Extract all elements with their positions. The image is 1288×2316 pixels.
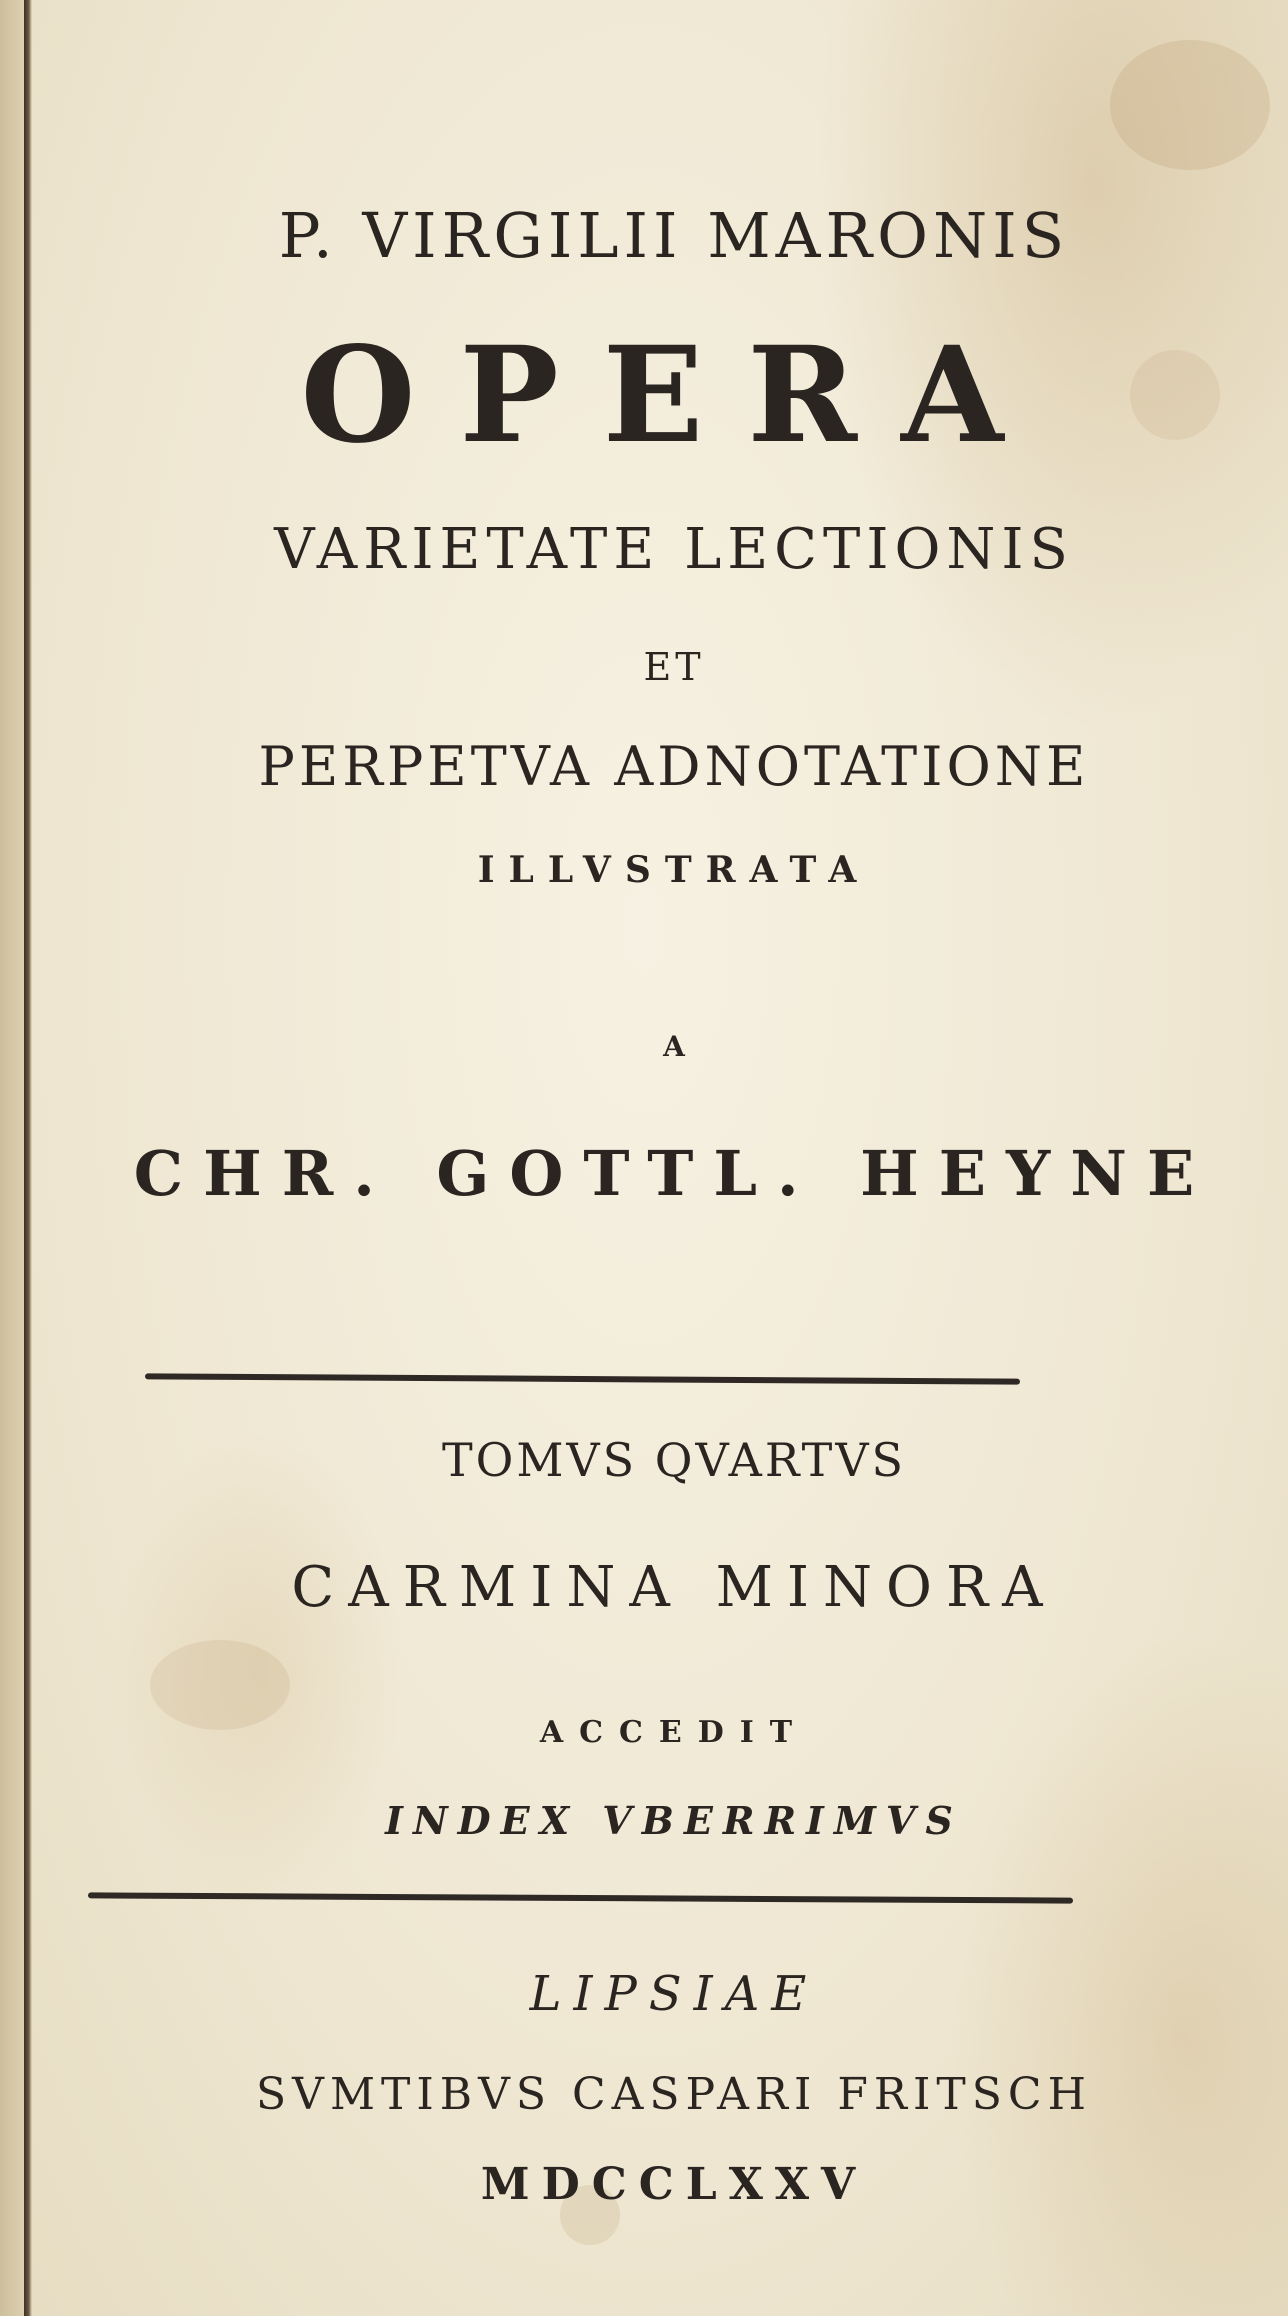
editor-name: CHR. GOTTL. HEYNE [133,1137,1215,1210]
volume-line: TOMVS QVARTVS [441,1433,907,1487]
binding-strip [0,0,26,2316]
foxing-stain [150,1640,290,1730]
work-title: OPERA [300,318,1048,473]
subtitle-varietate: VARIETATE LECTIONIS [274,517,1074,582]
subtitle-perpetua: PERPETVA ADNOTATIONE [258,735,1090,798]
imprint-date: MDCCLXXV [480,2159,868,2210]
subtitle-illustrata: ILLVSTRATA [477,849,871,891]
divider-rule [145,1373,1020,1384]
subtitle-et: ET [643,645,705,689]
by-line: A [663,1030,685,1063]
imprint-publisher: SVMTIBVS CASPARI FRITSCH [256,2069,1092,2120]
contents-line: CARMINA MINORA [291,1555,1057,1620]
divider-rule [88,1892,1073,1903]
foxing-stain [1110,40,1270,170]
accedit-line: ACCEDIT [539,1715,809,1750]
author-line: P. VIRGILII MARONIS [278,199,1070,272]
imprint-place: LIPSIAE [529,1966,819,2022]
index-line: INDEX VBERRIMVS [385,1798,963,1843]
binding-edge [24,0,32,2316]
